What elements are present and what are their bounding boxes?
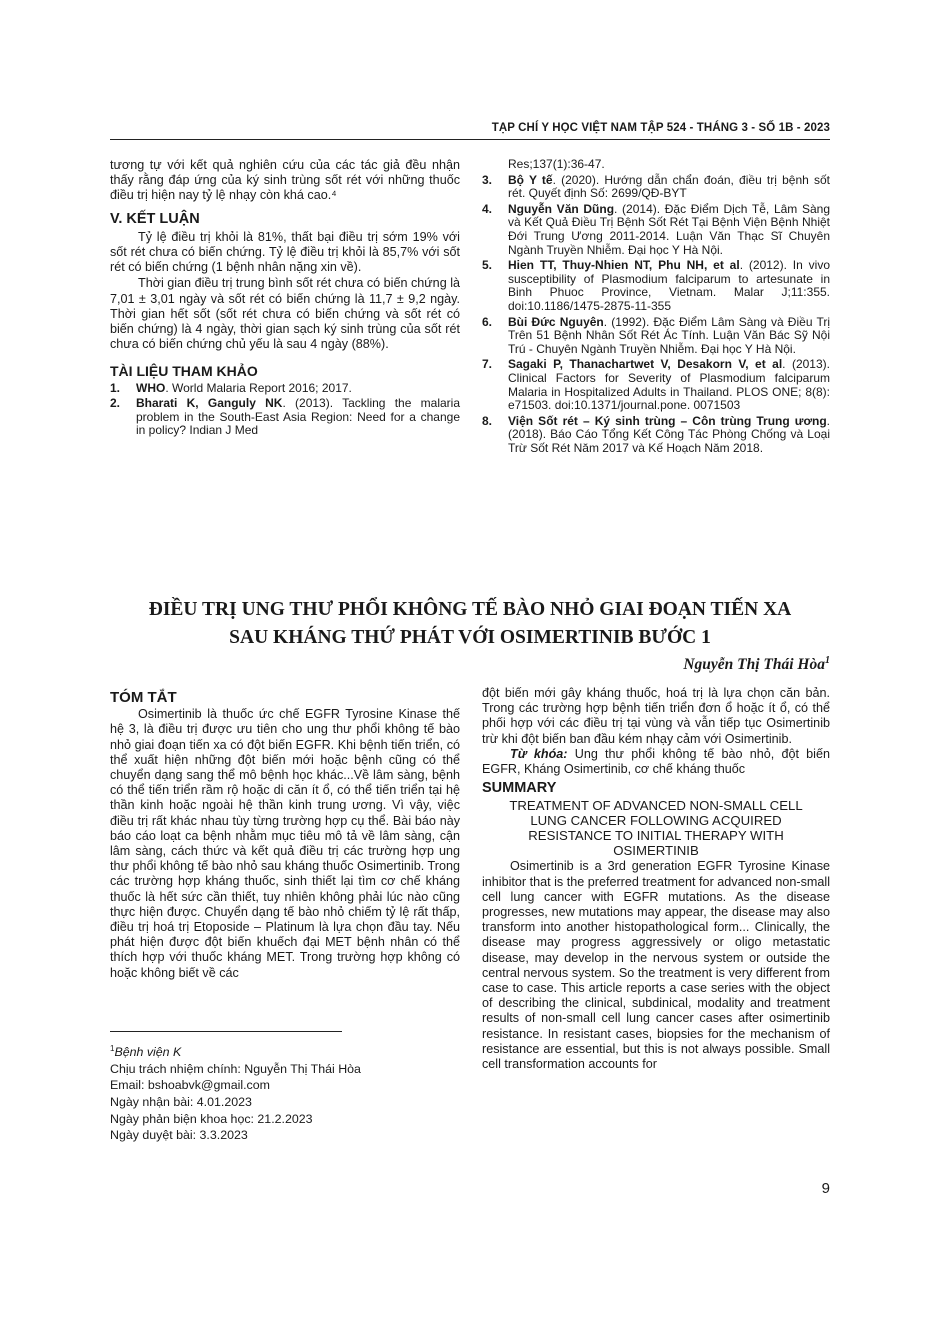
footnote-received: Ngày nhận bài: 4.01.2023: [110, 1094, 252, 1109]
footnote-rule: [110, 1031, 342, 1032]
article-title: [110, 596, 830, 652]
reference-authors: Hien TT, Thuy-Nhien NT, Phu NH, et al: [508, 258, 740, 273]
keywords-label: Từ khóa:: [510, 746, 568, 761]
summary-heading: SUMMARY: [482, 780, 557, 797]
reference-item: [482, 259, 830, 313]
reference-number: 5.: [482, 258, 493, 273]
prev-article-right-column: [482, 158, 830, 457]
reference-text: . (2020). Hướng dẫn chẩn đoán, điều trị bệnh sốt rét. Quyết định Số: 2699/QĐ-BYT: [508, 172, 830, 201]
reference-item: [482, 316, 830, 357]
footnote-mark: 1: [110, 1044, 115, 1053]
summary-title: TREATMENT OF ADVANCED NON-SMALL CELL LUNG CANCER FOLLOWING ACQUIRED RESISTANCE TO INITIAL THERAPY WITH OSIMERTINIB: [509, 798, 803, 859]
reference-number: 4.: [482, 201, 493, 216]
footnote-accepted: Ngày duyệt bài: 3.3.2023: [110, 1128, 248, 1143]
reference-authors: Viện Sốt rét – Ký sinh trùng – Côn trùng Trung ương: [508, 413, 827, 428]
tomtat-heading: TÓM TẮT: [110, 689, 177, 706]
continued-paragraph: tương tự với kết quả nghiên cứu của các tác giả đều nhận thấy rằng đáp ứng của ký sinh trùng sốt rét với những thuốc điều trị hiện nay tỷ lệ nhạy còn khá cao.⁴: [110, 158, 460, 203]
keywords: [482, 747, 830, 777]
reference-item: [482, 415, 830, 456]
article-author: [480, 655, 830, 674]
summary-paragraph: Osimertinib is a 3rd generation EGFR Tyrosine Kinase inhibitor that is the preferred treatment for advanced non-small cell lung cancer with EGFR mutations. As the disease progresses, new mutations may appear, the disease may also transform into another histopathological form... Clinically, the disease may progress aggressively or oligo metastatic disease, may develop in the nervous system or outside the central nervous system. So the treatment is very different from case to case. This article reports a case series with the object of describing the clinical, subdinical, modality and treatment results of non-small cell lung cancer cases after osimertinib resistance. In resistant cases, biopsies for the mechanism of resistance are essential, but this is not always possible. Small cell transformation accounts for: [482, 859, 830, 1072]
abstract-en-column: [482, 686, 830, 1072]
reference-text: . (2018). Báo Cáo Tổng Kết Công Tác Phòng Chống và Loại Trừ Sốt Rét Năm 2017 và Kế Hoạch Năm 2018.: [508, 413, 830, 455]
footnote: [110, 1041, 460, 1144]
keywords-text: Ung thư phổi không tế bào nhỏ, đột biến EGFR, Kháng Osimertinib, cơ chế kháng thuốc: [482, 746, 830, 777]
reference-text: Res;137(1):36-47.: [508, 157, 605, 171]
article-title-line: SAU KHÁNG THỨ PHÁT VỚI OSIMERTINIB BƯỚC 1: [229, 627, 711, 648]
reference-number: 1.: [110, 380, 121, 395]
reference-text: . (2012). In vivo susceptibility of Plasmodium falciparum to artesunate in Binh Phuoc Province, Vietnam. Malar J;11:355. doi:10.1186/1475-2875-11-355: [508, 258, 830, 313]
reference-authors: Bùi Đức Nguyên: [508, 314, 604, 329]
reference-number: 6.: [482, 314, 493, 329]
reference-item: [482, 203, 830, 257]
conclusion-heading: V. KẾT LUẬN: [110, 210, 200, 227]
reference-text: . (2014). Đặc Điểm Dịch Tễ, Lâm Sàng và Kết Quả Điều Trị Bệnh Sốt Rét Tại Bệnh Viện Bệnh Nhiệt Đới Trung Ương 2011-2014. Luận Văn Thạc Sĩ Chuyên Ngành Truyền Nhiễm. Đại học Y Hà Nội.: [508, 201, 830, 257]
prev-article-left-column: [110, 158, 460, 440]
reference-number: 3.: [482, 172, 493, 187]
abstract-vi-column: [110, 690, 460, 981]
article-title-line: ĐIỀU TRỊ UNG THƯ PHỔI KHÔNG TẾ BÀO NHỎ GIAI ĐOẠN TIẾN XA: [148, 599, 792, 620]
conclusion-paragraph: Thời gian điều trị trung bình sốt rét chưa có biến chứng là 7,01 ± 3,01 ngày và sốt rét có biến chứng là 11,7 ± 9,2 ngày. Thời gian hết sốt (sốt rét chưa có biến chứng và sốt rét có biến chứng) là 4 ngày, thời gian sạch ký sinh trùng của sốt rét chưa có biến chứng chủ yếu là sau 4 ngày (88%).: [110, 276, 460, 352]
reference-number: 8.: [482, 413, 493, 428]
reference-text: . (2013). Clinical Factors for Severity of Plasmodium falciparum Malaria in Hospitalized Adults in Thailand. PLOS ONE; 8(8): e71503. doi:10.1371/journal.pone. 0071503: [508, 357, 830, 413]
reference-number: 7.: [482, 357, 493, 372]
reference-text: . World Malaria Report 2016; 2017.: [165, 380, 352, 395]
reference-authors: WHO: [136, 380, 166, 395]
footnote-corresponding: Chịu trách nhiệm chính: Nguyễn Thị Thái Hòa: [110, 1061, 361, 1076]
tomtat-continuation: đột biến mới gây kháng thuốc, hoá trị là lựa chọn căn bản. Trong các trường hợp bệnh tiến triển đơn ổ hoặc ít ổ, có thể phối hợp với các điều trị tại vùng và vẫn tiếp tục Osimertinib trừ khi đột biến ban đầu kém nhạy cảm với Osimertinib.: [482, 686, 830, 746]
reference-item: [110, 382, 460, 396]
tomtat-paragraph: Osimertinib là thuốc ức chế EGFR Tyrosine Kinase thế hệ 3, là điều trị được ưu tiên cho ung thư phổi không tế bào nhỏ giai đoạn tiến xa có đột biến EGFR. Khi bệnh tiến triển, có thể xuất hiện những đột biến mới hoặc bệnh cũng có thể chuyển dạng sang thể mô bệnh học khác...Về lâm sàng, bệnh có thể tiến triển rầm rộ hoặc di căn ít ổ, có thể tiến triển tại hệ thần kinh hoặc ngoài hệ thần kinh trung ương. Vì vậy, việc điều trị rất khác nhau tùy từng trường hợp cụ thể. Bài báo này báo cáo loạt ca bệnh nhằm mục tiêu mô tả về lâm sàng, cận lâm sàng, cách thức và kết quả điều trị các trường hợp ung thư phổi không tế bào nhỏ sau kháng thuốc Osimertinib. Trong các trường hợp kháng thuốc, sinh thiết lại tìm cơ chế kháng thuốc là hết sức cần thiết, tuy nhiên không phải lúc nào cũng thực hiện được. Chuyển dạng tế bào nhỏ chiếm tỷ lệ rất thấp, điều trị hoá trị Etoposide – Platinum là lựa chọn đầu tay. Nếu phát hiện được đột biến khuếch đại MET bệnh nhân có thể thích hợp với thuốc kháng MET. Trong trường hợp không có hoặc không biết về các: [110, 707, 460, 980]
header-rule: [110, 139, 830, 140]
reference-authors: Bộ Y tế: [508, 172, 553, 187]
conclusion-paragraph: Tỷ lệ điều trị khỏi là 81%, thất bại điều trị sớm 19% với sốt rét chưa có biến chứng. Tỷ lệ điều trị khỏi là 85,7% với sốt rét có biến chứng (1 bệnh nhân nặng xin về).: [110, 229, 460, 275]
author-affiliation-mark: 1: [825, 655, 830, 666]
reference-number: 2.: [110, 396, 121, 411]
reference-continuation: [482, 158, 830, 172]
reference-item: [482, 174, 830, 201]
running-header: TẠP CHÍ Y HỌC VIỆT NAM TẬP 524 - THÁNG 3 - SỐ 1B - 2023: [491, 122, 830, 134]
page-number: 9: [821, 1180, 830, 1197]
reference-authors: Bharati K, Ganguly NK: [136, 396, 283, 411]
reference-text: . (1992). Đặc Điểm Lâm Sàng và Điều Trị Trên 51 Bệnh Nhân Sốt Rét Ác Tính. Luận Văn Bác Sỹ Nội Trú - Chuyên Ngành Truyền Nhiễm. Đại học Y Hà Nội.: [508, 314, 831, 356]
references-heading: TÀI LIỆU THAM KHẢO: [110, 363, 258, 380]
reference-item: [482, 358, 830, 412]
author-name: Nguyễn Thị Thái Hòa: [683, 656, 825, 674]
footnote-affiliation-text: Bệnh viện K: [114, 1045, 182, 1060]
footnote-email: Email: bshoabvk@gmail.com: [110, 1078, 270, 1093]
reference-authors: Sagaki P, Thanachartwet V, Desakorn V, et al: [508, 357, 783, 372]
footnote-reviewed: Ngày phản biện khoa học: 21.2.2023: [110, 1111, 313, 1126]
reference-item: [110, 397, 460, 438]
reference-authors: Nguyễn Văn Dũng: [508, 201, 615, 216]
footnote-affiliation: [110, 1041, 460, 1061]
reference-text: . (2013). Tackling the malaria problem in the South-East Asia Region: Need for a change in policy? Indian J Med: [136, 396, 460, 438]
